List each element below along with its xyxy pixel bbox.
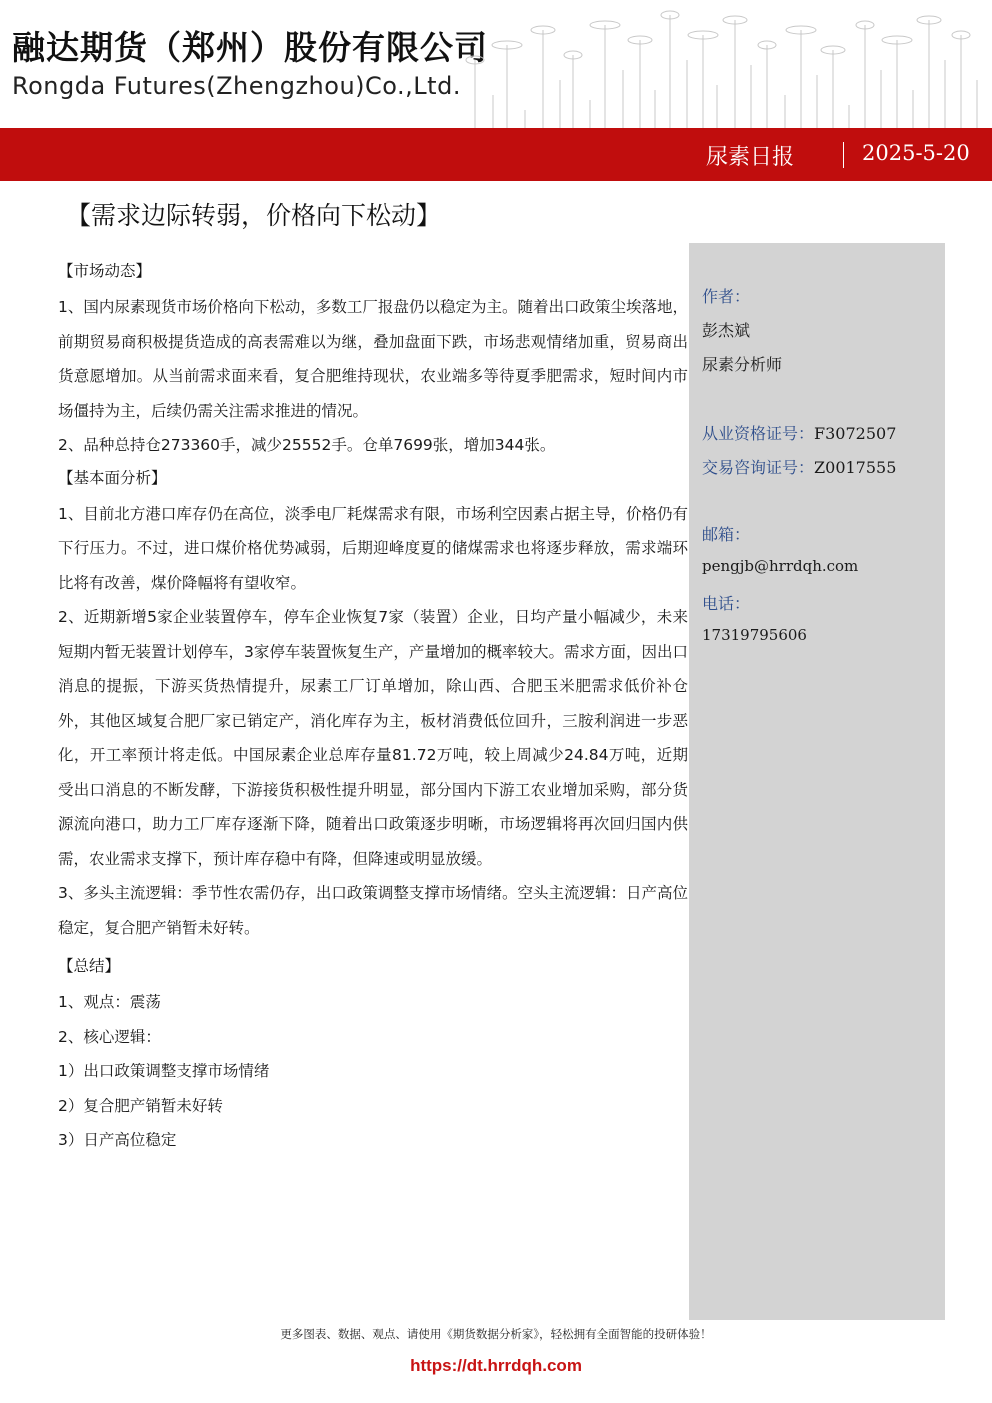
summary-item: 3）日产高位稳定 <box>58 1131 177 1149</box>
section-title-fundamental: 【基本面分析】 <box>58 468 167 487</box>
consult-number: Z0017555 <box>814 458 897 477</box>
summary-item: 2）复合肥产销暂未好转 <box>58 1096 223 1115</box>
license-row <box>702 421 896 444</box>
license-number: F3072507 <box>814 424 897 443</box>
section-title-summary: 【总结】 <box>58 957 121 975</box>
consult-row <box>702 455 896 478</box>
author-sidebar <box>689 243 945 1320</box>
market-paragraph-2: 2、品种总持仓273360手，减少25552手。仓单7699张，增加344张。 <box>58 436 556 454</box>
summary-item: 1、观点：震荡 <box>58 993 161 1011</box>
report-date: 2025-5-20 <box>862 141 970 165</box>
email-address[interactable]: pengjb@hrrdqh.com <box>702 557 859 575</box>
consult-label: 交易咨询证号： <box>702 458 815 477</box>
footer-note: 更多图表、数据、观点、请使用《期货数据分析家》，轻松拥有全面智能的投研体验！ <box>280 1327 712 1341</box>
author-title: 尿素分析师 <box>702 355 783 374</box>
author-name: 彭杰斌 <box>702 321 751 340</box>
decorative-lines-graphic <box>455 0 992 128</box>
phone-number: 17319795606 <box>702 626 807 644</box>
section-title-market: 【市场动态】 <box>58 262 152 280</box>
fundamental-paragraph-2: 2、近期新增5家企业装置停车，停车企业恢复7家（装置）企业，日均产量小幅减少，未来短期内暂无装置计划停车，3家停车装置恢复生产，产量增加的概率较大。需求方面，因出口消息的提振，下游买货热情提升，尿素工厂订单增加，除山西、合肥玉米肥需求低价补仓外，其他区域复合肥厂家已销定产，消化库存为主，板材消费低位回升，三胺利润进一步恶化，开工率预计将走低。中国尿素企业总库存量81.72万吨，较上周减少24.84万吨，近期受出口消息的不断发酵，下游接货积极性提升明显，部分国内下游工农业增加采购，部分货源流向港口，助力工厂库存逐渐下降，随着出口政策逐步明晰，市场逻辑将再次回归国内供需，农业需求支撑下，预计库存稳中有降，但降速或明显放缓。 <box>58 608 688 868</box>
fundamental-paragraph-3: 3、多头主流逻辑：季节性农需仍存，出口政策调整支撑市场情绪。空头主流逻辑：日产高位稳定，复合肥产销暂未好转。 <box>58 884 688 937</box>
banner-divider <box>843 142 844 168</box>
page-header <box>0 0 992 128</box>
email-label: 邮箱： <box>702 525 751 544</box>
footer-link[interactable]: https://dt.hrrdqh.com <box>410 1356 582 1375</box>
company-name-en: Rongda Futures(Zhengzhou)Co.,Ltd. <box>12 72 461 100</box>
report-type-label: 尿素日报 <box>706 145 795 170</box>
fundamental-paragraph-1: 1、目前北方港口库存仍在高位，淡季电厂耗煤需求有限，市场利空因素占据主导，价格仍有下行压力。不过，进口煤价格优势减弱，后期迎峰度夏的储煤需求也将逐步释放，需求端环比将有改善，煤价降幅将有望收窄。 <box>58 504 688 592</box>
license-label: 从业资格证号： <box>702 424 815 443</box>
company-name-cn: 融达期货（郑州）股份有限公司 <box>12 28 488 67</box>
author-label: 作者： <box>702 287 751 306</box>
summary-item: 2、核心逻辑： <box>58 1027 161 1046</box>
report-body <box>58 258 688 1158</box>
phone-label: 电话： <box>702 594 751 613</box>
summary-item: 1）出口政策调整支撑市场情绪 <box>58 1062 270 1080</box>
report-headline: 【需求边际转弱，价格向下松动】 <box>66 201 442 230</box>
market-paragraph-1: 1、国内尿素现货市场价格向下松动，多数工厂报盘仍以稳定为主。随着出口政策尘埃落地，前期贸易商积极提货造成的高表需难以为继，叠加盘面下跌，市场悲观情绪加重，贸易商出货意愿增加。从当前需求面来看，复合肥维持现状，农业端多等待夏季肥需求，短时间内市场僵持为主，后续仍需关注需求推进的情况。 <box>58 298 688 420</box>
